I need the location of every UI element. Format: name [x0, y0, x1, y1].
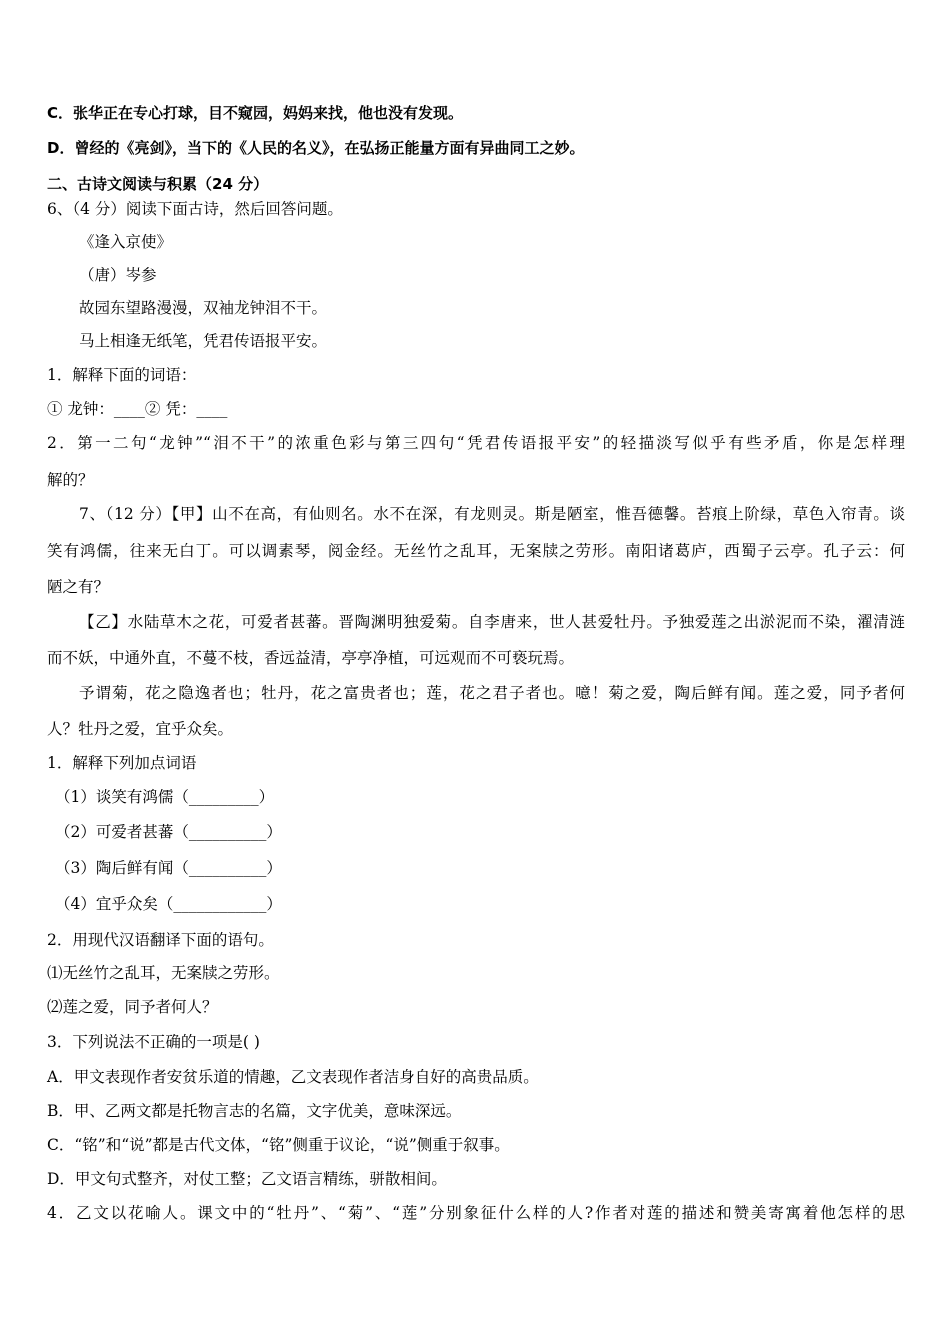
section-heading: 二、古诗文阅读与积累（24 分）	[47, 175, 269, 193]
poem-line-2: 马上相逢无纸笔，凭君传语报平安。	[79, 332, 328, 350]
q7-sub2-item: ⑵莲之爱，同予者何人？	[47, 998, 218, 1016]
q7-yi-line2: 而不妖，中通外直，不蔓不枝，香远益清，亭亭净植，可远观而不可亵玩焉。	[47, 649, 575, 667]
q7-yi-line1: 【乙】水陆草木之花，可爱者甚蕃。晋陶渊明独爱菊。自李唐来，世人甚爱牡丹。予独爱莲之出淤泥而不染，濯清涟	[79, 613, 905, 631]
q6-sub2-line2: 解的？	[47, 471, 94, 489]
q7-sub3-option-a: A．甲文表现作者安贫乐道的情趣，乙文表现作者洁身自好的高贵品质。	[47, 1068, 539, 1086]
q7-sub2: 2．用现代汉语翻译下面的语句。	[47, 931, 274, 949]
poem-line-1: 故园东望路漫漫，双袖龙钟泪不干。	[79, 299, 328, 317]
q7-sub1-item: （2）可爱者甚蕃（__________）	[55, 823, 282, 841]
q6-sub1-items: ① 龙钟：____② 凭：____	[47, 400, 228, 418]
q7-sub3: 3．下列说法不正确的一项是( )	[47, 1033, 260, 1051]
option-d: D．曾经的《亮剑》，当下的《人民的名义》，在弘扬正能量方面有异曲同工之妙。	[47, 139, 585, 157]
q7-jia-line2: 笑有鸿儒，往来无白丁。可以调素琴，阅金经。无丝竹之乱耳，无案牍之劳形。南阳诸葛庐，西蜀子云亭。孔子云：何	[47, 542, 905, 560]
q7-sub3-option-b: B．甲、乙两文都是托物言志的名篇，文字优美，意味深远。	[47, 1102, 462, 1120]
q7-yi-line3: 予谓菊，花之隐逸者也；牡丹，花之富贵者也；莲，花之君子者也。噫！菊之爱，陶后鲜有闻。莲之爱，同予者何	[79, 684, 905, 702]
q6-sub1: 1．解释下面的词语：	[47, 366, 197, 384]
poem-author: （唐）岑参	[79, 266, 157, 284]
q6-sub2-line1: 2．第一二句“龙钟”“泪不干”的浓重色彩与第三四句“凭君传语报平安”的轻描淡写似乎有些矛盾，你是怎样理	[47, 434, 905, 452]
q7-jia-line3: 陋之有？	[47, 578, 110, 596]
q7-sub1: 1．解释下列加点词语	[47, 754, 197, 772]
q7-sub1-item: （1）谈笑有鸿儒（_________）	[55, 788, 275, 806]
poem-title: 《逢入京使》	[79, 233, 173, 251]
option-c: C．张华正在专心打球，目不窥园，妈妈来找，他也没有发现。	[47, 104, 464, 122]
q7-sub2-item: ⑴无丝竹之乱耳，无案牍之劳形。	[47, 964, 280, 982]
q7-sub3-option-c: C．“铭”和“说”都是古代文体，“铭”侧重于议论，“说”侧重于叙事。	[47, 1136, 510, 1154]
q7-sub3-option-d: D．甲文句式整齐，对仗工整；乙文语言精练，骈散相间。	[47, 1170, 447, 1188]
question-6-stem: 6、（4 分）阅读下面古诗，然后回答问题。	[47, 200, 343, 218]
q7-yi-line4: 人？牡丹之爱，宜乎众矣。	[47, 720, 234, 738]
q7-sub4: 4．乙文以花喻人。课文中的“牡丹”、“菊”、“莲”分别象征什么样的人?作者对莲的描述和赞美寄寓着他怎样的思	[47, 1204, 905, 1222]
q7-sub1-item: （4）宜乎众矣（____________）	[55, 895, 282, 913]
q7-sub1-item: （3）陶后鲜有闻（__________）	[55, 859, 282, 877]
q7-jia-line1: 7、（12 分）【甲】山不在高，有仙则名。水不在深，有龙则灵。斯是陋室，惟吾德馨。苔痕上阶绿，草色入帘青。谈	[79, 505, 905, 523]
